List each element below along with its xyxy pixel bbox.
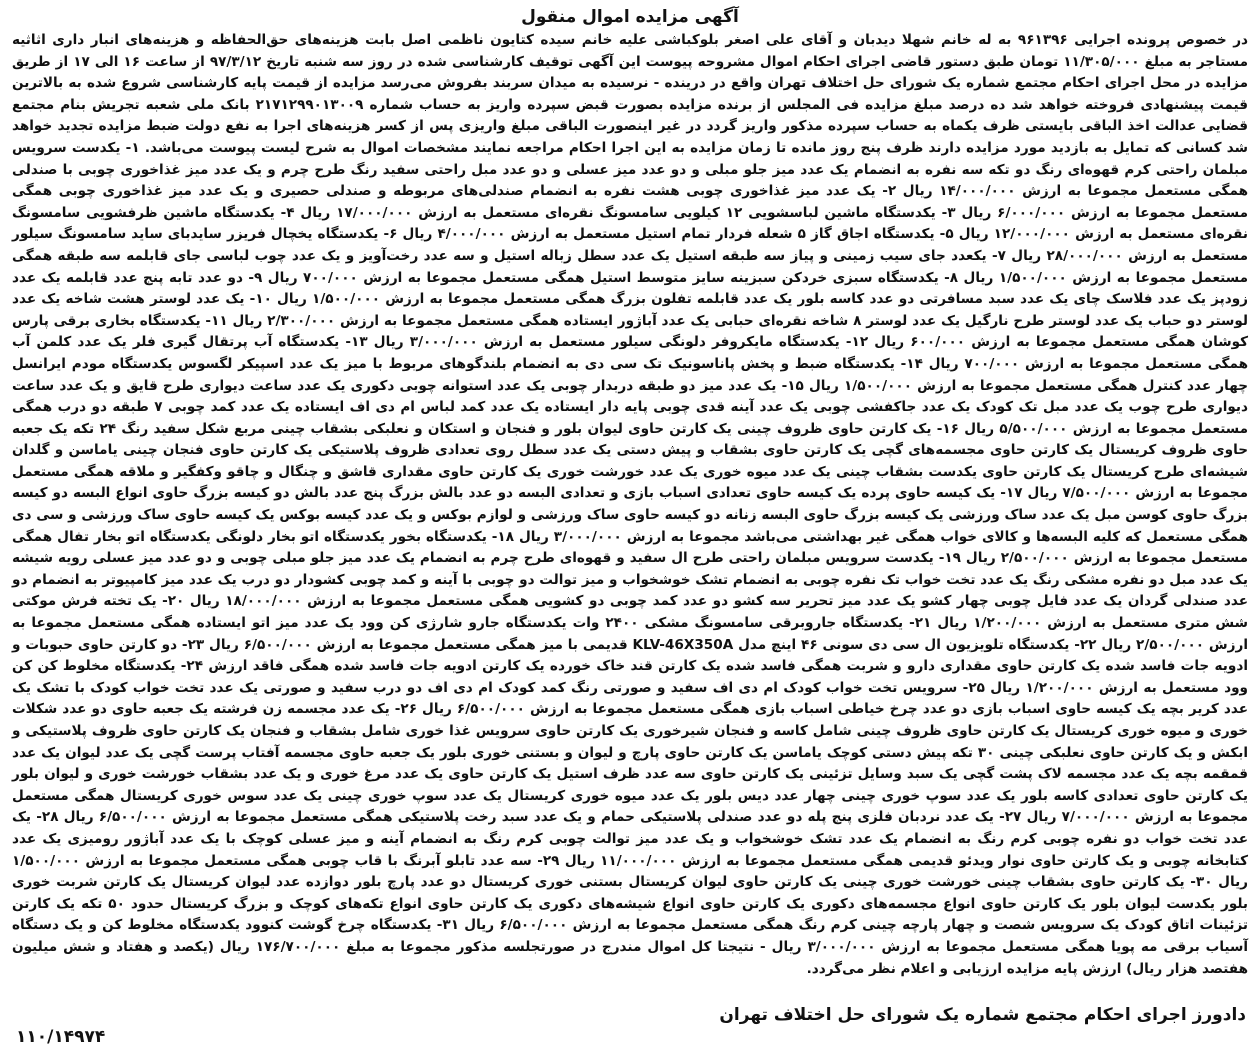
issuer-signature: دادورز اجرای احکام مجتمع شماره یک شورای حل اختلاف تهران [719,1005,1246,1025]
reference-number: ۱۱۰/۱۴۹۷۴ [16,1027,106,1047]
notice-footer [10,1002,1250,1048]
notice-body: در خصوص پرونده اجرایی ۹۶۱۳۹۶ به له خانم شهلا دیدبان و آقای علی اصغر بلوکباشی علیه خانم سیده کتایون ناظمی اصل بابت هزینه‌های حق‌الحفاظه و هزینه‌های انبار داری اثاثیه مستاجر به مبلغ ۱۱/۳۰۵/۰۰۰ تومان طبق دستور قاضی اجرای احکام اموال مشروحه پیوست این آگهی توقیف کارشناسی شده در روز سه شنبه تاریخ ۹۷/۳/۱۲ از ساعت ۱۶ الی ۱۷ از طریق مزایده در محل اجرای احکام مجتمع شماره یک شورای حل اختلاف تهران واقع در درینده - نرسیده به میدان سربند بفروش می‌رسد مزایده از قیمت پایه کارشناسی شروع شده به بالاترین قیمت پیشنهادی فروخته خواهد شد ده درصد مبلغ مزایده فی المجلس از برنده مزایده بصورت قبض سپرده واریز به حساب شماره ۲۱۷۱۲۹۹۰۱۳۰۰۹ بانک ملی شعبه تجریش بنام مجتمع قضایی عدالت اخذ الباقی بایستی ظرف یکماه به حساب سپرده مذکور واریز گردد در غیر اینصورت الباقی مبلغ واریزی پس از کسر هزینه‌های اجرا به نفع دولت ضبط مزایده تجدید خواهد شد کسانی که تمایل به بازدید مورد مزایده دارند ظرف پنج روز مانده تا زمان مزایده به این اجرا احکام مراجعه نمایند مشخصات اموال به شرح لیست پیوست می‌باشد. ۱- یکدست سرویس مبلمان راحتی کرم قهوه‌ای رنگ دو تکه سه نفره به انضمام یک عدد میز جلو مبلی و دو عدد میز عسلی و دو عدد مبل راحتی سفید رنگ طرح چرم و یک عدد میز غذاخوری چوبی با صندلی همگی مستعمل مجموعا به ارزش ۱۴/۰۰۰/۰۰۰ ریال ۲- یک عدد میز غذاخوری چوبی هشت نفره به انضمام صندلی‌های مربوطه و صندلی حصیری و یک عدد میز غذاخوری چوبی همگی مستعمل مجموعا به ارزش ۶/۰۰۰/۰۰۰ ریال ۳- یکدستگاه ماشین لباسشویی ۱۲ کیلویی سامسونگ نقره‌ای مستعمل به ارزش ۱۷/۰۰۰/۰۰۰ ریال ۴- یکدستگاه ماشین ظرفشویی سامسونگ نقره‌ای مستعمل به ارزش ۱۲/۰۰۰/۰۰۰ ریال ۵- یکدستگاه اجاق گاز ۵ شعله فردار تمام استیل مستعمل به ارزش ۴/۰۰۰/۰۰۰ ریال ۶- یکدستگاه یخچال فریزر سایدبای ساید سامسونگ سیلور مستعمل به ارزش ۲۸/۰۰۰/۰۰۰ ریال ۷- یکعدد جای سیب زمینی و پیاز سه طبقه استیل یک عدد سطل زباله استیل و سه عدد رخت‌آویز و یک عدد چوب لباسی جای قابلمه سه طبقه همگی مستعمل مجموعا به ارزش ۱/۵۰۰/۰۰۰ ریال ۸- یکدستگاه سبزی خردکن سبزینه سایز متوسط استیل همگی مستعمل مجموعا به ارزش ۷۰۰/۰۰۰ ریال ۹- دو عدد تابه پنج عدد قابلمه یک عدد زودپز یک عدد فلاسک چای یک عدد سبد مسافرتی دو عدد کاسه بلور یک عدد قابلمه تفلون بزرگ همگی مستعمل مجموعا به ارزش ۱/۵۰۰/۰۰۰ ریال ۱۰- یک عدد لوستر هشت شاخه یک عدد لوستر دو حباب یک عدد لوستر طرح نارگیل یک عدد لوستر ۸ شاخه نقره‌ای حبابی یک عدد آباژور ایستاده همگی مستعمل مجموعا به ارزش ۲/۳۰۰/۰۰۰ ریال ۱۱- یکدستگاه بخاری برقی پارس کوشان همگی مستعمل مجموعا به ارزش ۶۰۰/۰۰۰ ریال ۱۲- یکدستگاه مایکروفر دلونگی سیلور مستعمل به ارزش ۳/۰۰۰/۰۰۰ ریال ۱۳- یکدستگاه آب پرتقال گیری فلر یک عدد کلمن آب همگی مستعمل مجموعا به ارزش ۷۰۰/۰۰۰ ریال ۱۴- یکدستگاه ضبط و پخش پاناسونیک تک سی دی به انضمام بلندگوهای مربوط با میز یک عدد اسپیکر لگسوس یکدستگاه مودم ایرانسل چهار عدد کنترل همگی مستعمل مجموعا به ارزش ۱/۵۰۰/۰۰۰ ریال ۱۵- یک عدد میز دو طبقه دربدار چوبی یک عدد استوانه چوبی دکوری یک عدد ساعت دیواری طرح قایق و یک عدد ساعت دیواری طرح چوب یک عدد مبل تک کودک یک عدد جاکفشی چوبی یک عدد آینه قدی چوبی پایه دار ایستاده یک عدد کمد لباس ام دی اف ایستاده یک عدد کمد چوبی ۷ طبقه دو درب همگی مستعمل مجموعا به ارزش ۵/۵۰۰/۰۰۰ ریال ۱۶- یک کارتن حاوی ظروف چینی یک کارتن حاوی لیوان بلور و فنجان و استکان و نعلبکی بشقاب چینی مربع شکل سفید رنگ ۲۴ تکه یک جعبه حاوی ظروف کریستال یک کارتن حاوی مجسمه‌های گچی یک کارتن حاوی بشقاب و پیش دستی یک عدد سطل روی تعدادی ظروف پلاستیکی یک کارتن حاوی فنجان چینی یاماسن و گلدان شیشه‌ای طرح کریستال یک کارتن حاوی یکدست بشقاب چینی یک عدد میوه خوری یک عدد خورشت خوری یک کارتن حاوی مقداری قاشق و چنگال و چاقو وکفگیر و ملاقه همگی مستعمل مجموعا به ارزش ۷/۵۰۰/۰۰۰ ریال ۱۷- یک کیسه حاوی پرده یک کیسه حاوی تعدادی اسباب بازی و تعدادی البسه دو عدد بالش بزرگ پنج عدد بالش دو کیسه بزرگ حاوی انواع البسه دو کیسه بزرگ حاوی کوسن مبل یک عدد ساک ورزشی یک کیسه بزرگ حاوی البسه زنانه دو کیسه حاوی ساک ورزشی و لوازم بوکس و یک عدد کیسه بوکس یک کیسه حاوی ساک ورزشی و سی دی همگی مستعمل که کلیه البسه‌ها و کالای خواب همگی غیر بهداشتی می‌باشد مجموعا به ارزش ۳/۰۰۰/۰۰۰ ریال ۱۸- یکدستگاه بخور یکدستگاه اتو بخار دلونگی یکدستگاه اتو بخار تفال همگی مستعمل مجموعا به ارزش ۲/۵۰۰/۰۰۰ ریال ۱۹- یکدست سرویس مبلمان راحتی طرح ال سفید و قهوه‌ای طرح چرم به انضمام یک عدد میز جلو مبلی چوبی و دو عدد میز عسلی رویه شیشه یک عدد مبل دو نفره مشکی رنگ یک عدد تخت خواب تک نفره چوبی به انضمام تشک خوشخواب و میز توالت دو چوبی با آینه و کمد چوبی کشودار دو درب یک عدد میز کامپیوتر به انضمام دو عدد صندلی گردان یک عدد فایل چوبی چهار کشو یک عدد میز تحریر سه کشو دو عدد کمد چوبی دو کشویی همگی مستعمل مجموعا به ارزش ۱۸/۰۰۰/۰۰۰ ریال ۲۰- یک تخته فرش موکتی شش متری مستعمل به ارزش ۱/۲۰۰/۰۰۰ ریال ۲۱- یکدستگاه جاروبرقی سامسونگ مشکی ۲۴۰۰ وات یکدستگاه جارو شارژی کن وود یک عدد میز اتو ایستاده همگی مستعمل مجموعا به ارزش ۲/۵۰۰/۰۰۰ ریال ۲۲- یکدستگاه تلویزیون ال سی دی سونی ۴۶ اینچ مدل KLV-46X350A قدیمی با میز همگی مستعمل مجموعا به ارزش ۶/۵۰۰/۰۰۰ ریال ۲۳- دو کارتن حاوی حبوبات و ادویه جات فاسد شده یک کارتن حاوی مقداری دارو و شربت همگی فاسد شده یک کارتن قند خاک خورده یک کارتن ادویه جات فاسد شده همگی فاقد ارزش ۲۴- یکدستگاه مخلوط کن کن وود مستعمل به ارزش ۱/۲۰۰/۰۰۰ ریال ۲۵- سرویس تخت خواب کودک ام دی اف سفید و صورتی رنگ کمد کودک ام دی اف دو درب سفید و صورتی یک عدد تخت خواب کودک با تشک یک عدد کریر بچه یک کیسه حاوی اسباب بازی دو عدد چرخ خیاطی اسباب بازی همگی مستعمل مجموعا به ارزش ۶/۵۰۰/۰۰۰ ریال ۲۶- یک عدد مجسمه زن فرشته یک جعبه حاوی دو عدد شکلات خوری و میوه خوری کریستال یک کارتن حاوی ظروف چینی شامل کاسه و فنجان شیرخوری یک کارتن حاوی سرویس غذا خوری شامل بشقاب و فنجان یک کارتن حاوی ظروف پلاستیکی و ابکش و یک کارتن حاوی نعلبکی چینی ۳۰ تکه پیش دستی کوچک یاماسن یک کارتن حاوی پارچ و لیوان و بستنی خوری بلور یک جعبه حاوی مجسمه آفتاب پرست گچی یک عدد لیوان یک عدد قمقمه بچه یک عدد مجسمه لاک پشت گچی یک سبد وسایل تزئینی یک کارتن حاوی سه عدد ظرف استیل یک کارتن حاوی یک عدد مرغ خوری و یک عدد بشقاب خورشت خوری و لیوان بلور یک کارتن حاوی تعدادی کاسه بلور یک عدد سوپ خوری چینی چهار عدد دیس بلور یک عدد میوه خوری کریستال یک عدد سوپ خوری چینی یک عدد سوس خوری کریستال همگی مستعمل مجموعا به ارزش ۷/۰۰۰/۰۰۰ ریال ۲۷- یک عدد نردبان فلزی پنج پله دو عدد صندلی پلاستیکی حمام و یک عدد سبد رخت پلاستیکی همگی مستعمل مجموعا به ارزش ۶/۵۰۰/۰۰۰ ریال ۲۸- یک عدد تخت خواب دو نفره چوبی کرم رنگ به انضمام یک عدد تشک خوشخواب و یک عدد میز توالت چوبی کرم رنگ به انضمام آینه و میز عسلی کوچک با یک عدد آباژور رومیزی یک عدد کتابخانه چوبی و یک کارتن حاوی نوار ویدئو قدیمی همگی مستعمل مجموعا به ارزش ۱۱/۰۰۰/۰۰۰ ریال ۲۹- سه عدد تابلو آبرنگ با قاب چوبی همگی مستعمل مجموعا به ارزش ۱/۵۰۰/۰۰۰ ریال ۳۰- یک کارتن حاوی بشقاب چینی خورشت خوری چینی یک کارتن حاوی لیوان کریستال بستنی خوری کریستال دو عدد پارچ بلور دوازده عدد لیوان کریستال یک کارتن شربت خوری بلور یکدست لیوان بلور یک کارتن حاوی انواع مجسمه‌های دکوری یک کارتن حاوی انواع شیشه‌های دکوری یک کارتن حاوی انواع تکه‌های کوچک و بزرگ کریستال حدود ۵۰ تکه یک کارتن تزئینات اتاق کودک یک سرویس شصت و چهار پارچه چینی کرم رنگ همگی مستعمل مجموعا به ارزش ۶/۵۰۰/۰۰۰ ریال ۳۱- یکدستگاه چرخ گوشت کنوود یکدستگاه مخلوط کن و یک دستگاه آسیاب برقی مه پویا همگی مستعمل مجموعا به ارزش ۳/۰۰۰/۰۰۰ ریال - نتیجتا کل اموال مندرج در صورتجلسه مذکور مجموعا به مبلغ ۱۷۶/۷۰۰/۰۰۰ ریال (یکصد و هفتاد و شش میلیون هفتصد هزار ریال) ارزش پایه مزایده ارزیابی و اعلام نظر می‌گردد. [12,32,1249,977]
auction-notice [10,6,1250,1052]
notice-title: آگهی مزایده اموال منقول [521,7,739,27]
